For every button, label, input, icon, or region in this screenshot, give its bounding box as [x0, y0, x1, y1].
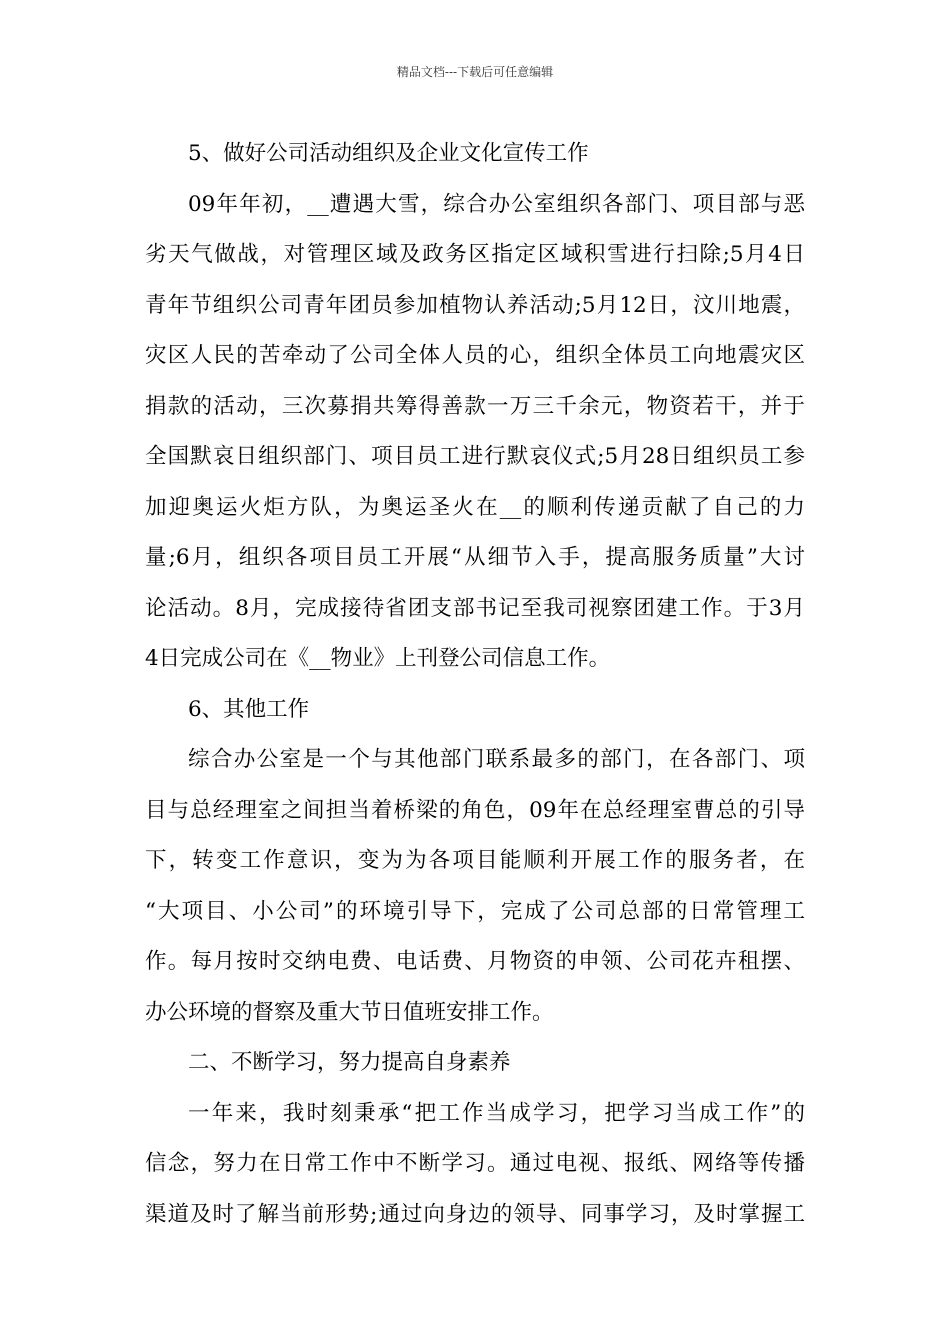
text-line: 4日完成公司在《__物业》上刊登公司信息工作。: [145, 646, 611, 671]
text-line: 加迎奥运火炬方队，为奥运圣火在__的顺利传递贡献了自己的力: [145, 494, 805, 520]
text-line: “大项目、小公司”的环境引导下，完成了公司总部的日常管理工: [145, 898, 805, 924]
text-line: 灾区人民的苦牵动了公司全体人员的心，组织全体员工向地震灾区: [145, 343, 805, 368]
text-line: 办公环境的督察及重大节日值班安排工作。: [145, 999, 554, 1025]
text-line: 作。每月按时交纳电费、电话费、月物资的申领、公司花卉租摆、: [145, 949, 805, 974]
text-line: 青年节组织公司青年团员参加植物认养活动;5月12日，汶川地震，: [145, 292, 805, 318]
text-line: 论活动。8月，完成接待省团支部书记至我司视察团建工作。于3月: [145, 595, 805, 621]
text-line: 综合办公室是一个与其他部门联系最多的部门，在各部门、项: [188, 747, 805, 772]
page-header: 精品文档---下载后可任意编辑: [396, 65, 554, 79]
text-line: 09年年初，__遭遇大雪，综合办公室组织各部门、项目部与恶: [188, 191, 805, 217]
text-line: 目与总经理室之间担当着桥梁的角色，09年在总经理室曹总的引导: [145, 797, 805, 823]
text-line: 一年来，我时刻秉承“把工作当成学习，把学习当成工作”的: [188, 1100, 805, 1126]
text-line: 二、不断学习，努力提高自身素养: [188, 1050, 511, 1075]
text-line: 劣天气做战，对管理区域及政务区指定区域积雪进行扫除;5月4日: [145, 242, 805, 267]
text-line: 渠道及时了解当前形势;通过向身边的领导、同事学习，及时掌握工: [145, 1201, 805, 1227]
text-line: 下，转变工作意识，变为为各项目能顺利开展工作的服务者，在: [145, 848, 805, 873]
text-line: 6、其他工作: [188, 696, 310, 722]
document-body: [145, 129, 805, 1240]
text-line: 全国默哀日组织部门、项目员工进行默哀仪式;5月28日组织员工参: [145, 444, 805, 469]
text-line: 信念，努力在日常工作中不断学习。通过电视、报纸、网络等传播: [145, 1151, 805, 1176]
text-line: 量;6月，组织各项目员工开展“从细节入手，提高服务质量”大讨: [145, 545, 805, 570]
text-line: 捐款的活动，三次募捐共筹得善款一万三千余元，物资若干，并于: [145, 393, 805, 419]
text-line: 5、做好公司活动组织及企业文化宣传工作: [188, 141, 589, 166]
